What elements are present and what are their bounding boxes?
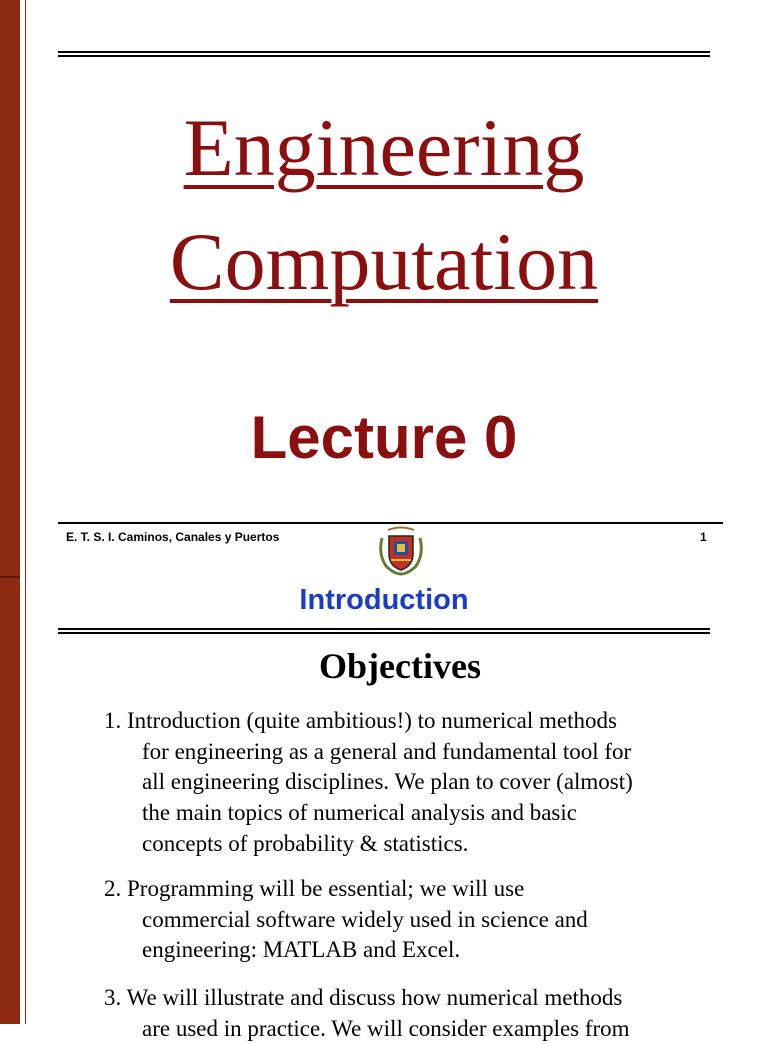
section-double-rule — [58, 628, 710, 634]
objective-line: all engineering disciplines. We plan to cover (almost) — [142, 769, 633, 795]
university-crest-icon — [376, 524, 426, 576]
footer-page-number: 1 — [700, 530, 707, 544]
objectives-heading: Objectives — [319, 646, 481, 686]
objective-line: 1. Introduction (quite ambitious!) to numerical methods — [104, 708, 617, 733]
objective-line: the main topics of numerical analysis and basic — [142, 800, 577, 826]
title-line-2: Computation — [169, 216, 599, 307]
objective-item-2 — [104, 874, 704, 966]
footer-institution: E. T. S. I. Caminos, Canales y Puertos — [66, 530, 280, 544]
objective-line: engineering: MATLAB and Excel. — [142, 937, 461, 963]
lecture-label: Lecture 0 — [250, 404, 518, 471]
objective-line: commercial software widely used in science and — [142, 906, 588, 932]
title-line-1: Engineering — [183, 102, 585, 193]
section-subtitle: Introduction — [299, 584, 469, 616]
objective-line: are used in practice. We will consider examples from — [142, 1015, 630, 1041]
objective-line: for engineering as a general and fundamental tool for — [142, 738, 632, 764]
objective-item-3 — [104, 983, 704, 1044]
objective-line: concepts of probability & statistics. — [142, 830, 469, 856]
objective-line: 2. Programming will be essential; we will use — [104, 876, 525, 901]
top-double-rule — [58, 51, 710, 57]
left-bar-divider — [0, 576, 20, 578]
objective-item-1 — [104, 706, 704, 860]
objective-line: 3. We will illustrate and discuss how numerical methods — [104, 985, 623, 1010]
